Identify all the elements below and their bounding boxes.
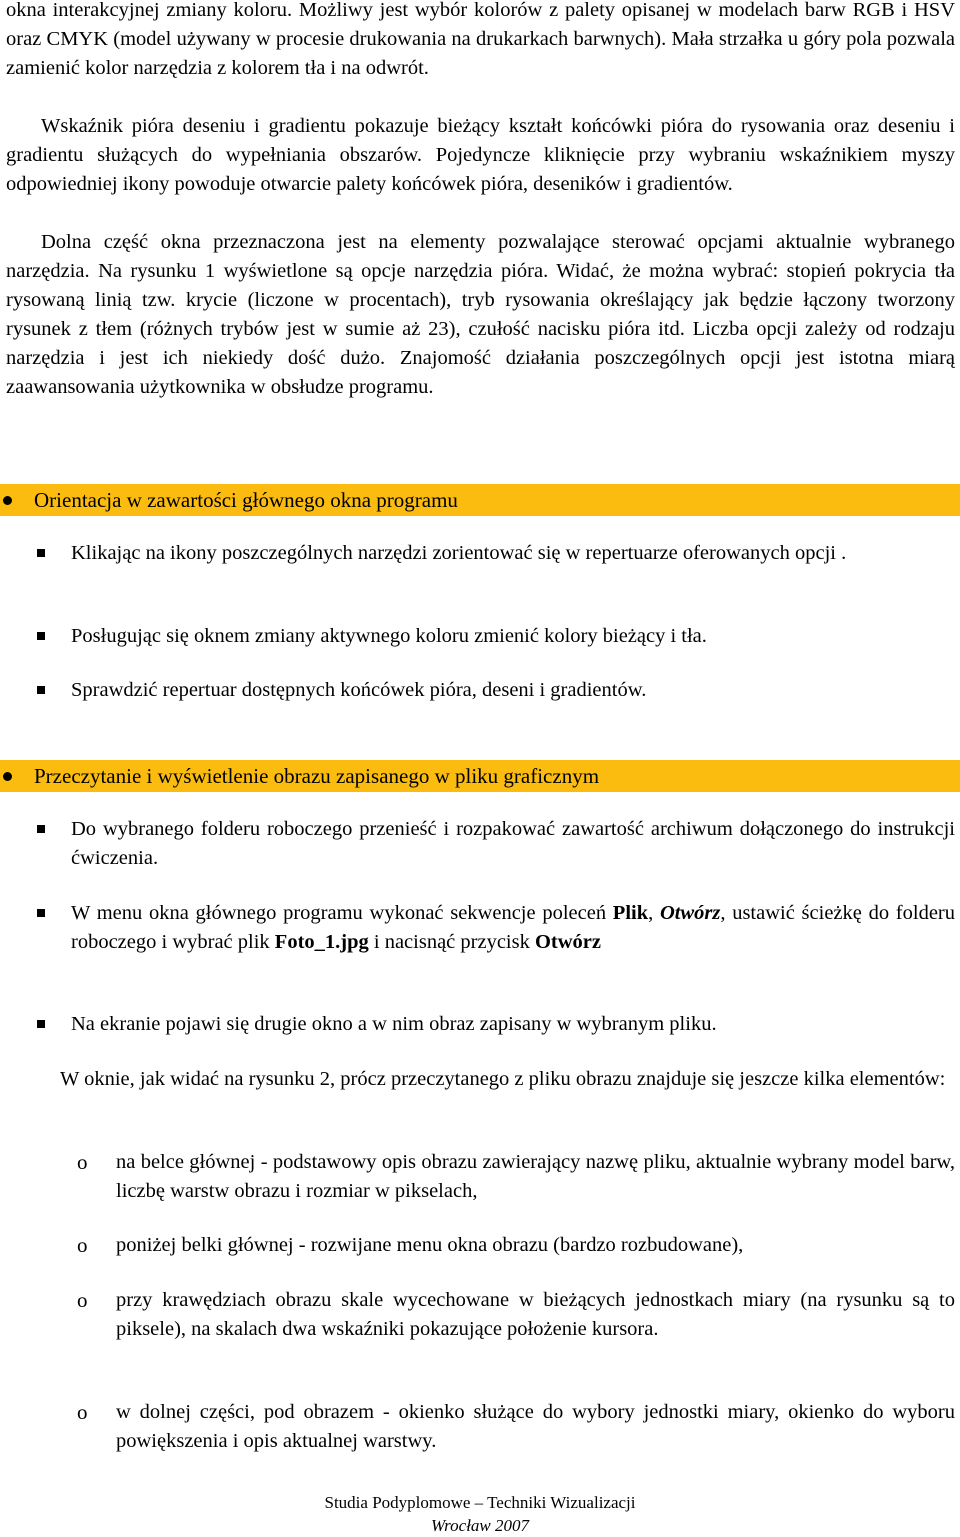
section-1-bullet-icon [3, 496, 12, 505]
square-bullet-icon [37, 632, 45, 640]
footer-line-2: Wrocław 2007 [430, 1516, 530, 1535]
item-2-text-2: , [648, 902, 660, 924]
intro-paragraph-2: Wskaźnik pióra deseniu i gradientu pokazuje bieżący kształt końcówki pióra do rysowania oraz deseniu i gradientu służących do wypełniania obszarów. Pojedyncze kliknięcie przy wybraniu wskaźnikiem myszy odpowiedniej ikony powoduje otwarcie palety końcówek pióra, deseników i gradientów. [6, 115, 955, 195]
section-2-bullet-icon [3, 772, 12, 781]
square-bullet-icon [37, 825, 45, 833]
item-2-text-3: , ustawić ścieżkę do folderu roboczego i wybrać plik [71, 902, 955, 953]
intro-paragraph-3: Dolna część okna przeznaczona jest na elementy pozwalające sterować opcjami aktualnie wybranego narzędzia. Na rysunku 1 wyświetlone są opcje narzędzia pióra. Widać, że można wybrać: stopień pokrycia tła rysowaną linią tzw. krycie (liczone w procentach), tryb rysowania określający jak będzie łączony tworzony rysunek z tłem (różnych trybów jest w sumie aż 23), czułość nacisku pióra itd. Liczba opcji zależy od rodzaju narzędzia i jest ich niekiedy dość dużo. Znajomość działania poszczególnych opcji jest istotna miarą zaawansowania użytkownika w obsłudze programu. [6, 231, 955, 398]
section-2-heading-bar [0, 760, 960, 792]
circle-bullet-icon: o [77, 1233, 88, 1257]
menu-otworz: Otwórz [659, 902, 721, 924]
item-2-text-1: W menu okna głównego programu wykonać sekwencje poleceń [71, 902, 613, 924]
section-1-item-2: Posługując się oknem zmiany aktywnego koloru zmienić kolory bieżący i tła. [71, 625, 707, 647]
sub-item-1: na belce głównej - podstawowy opis obrazu zawierający nazwę pliku, aktualnie wybrany model barw, liczbę warstw obrazu i rozmiar w pikselach, [116, 1151, 955, 1202]
section-2-item-3: Na ekranie pojawi się drugie okno a w nim obraz zapisany w wybranym pliku. [71, 1013, 717, 1035]
circle-bullet-icon: o [77, 1150, 88, 1174]
section-2-item-1: Do wybranego folderu roboczego przenieść i rozpakować zawartość archiwum dołączonego do instrukcji ćwiczenia. [71, 818, 955, 869]
menu-plik: Plik [612, 902, 649, 924]
square-bullet-icon [37, 909, 45, 917]
section-2-paragraph: W oknie, jak widać na rysunku 2, prócz przeczytanego z pliku obrazu znajduje się jeszcze kilka elementów: [60, 1068, 946, 1090]
intro-paragraph-1: okna interakcyjnej zmiany koloru. Możliwy jest wybór kolorów z palety opisanej w modelach barw RGB i HSV oraz CMYK (model używany w procesie drukowania na drukarkach barwnych). Mała strzałka u góry pola pozwala zamienić kolor narzędzia z kolorem tła i na odwrót. [6, 0, 955, 79]
square-bullet-icon [37, 1020, 45, 1028]
sub-item-2: poniżej belki głównej - rozwijane menu okna obrazu (bardzo rozbudowane), [116, 1234, 744, 1256]
square-bullet-icon [37, 549, 45, 557]
file-name: Foto_1.jpg [274, 931, 369, 953]
section-2-heading: Przeczytanie i wyświetlenie obrazu zapisanego w pliku graficznym [34, 764, 600, 788]
footer-line-1: Studia Podyplomowe – Techniki Wizualizacji [324, 1493, 636, 1512]
section-1-heading: Orientacja w zawartości głównego okna programu [34, 488, 458, 512]
circle-bullet-icon: o [77, 1400, 88, 1424]
section-1-item-3: Sprawdzić repertuar dostępnych końcówek pióra, deseni i gradientów. [71, 679, 647, 701]
section-1-heading-bar [0, 484, 960, 516]
section-1-item-1: Klikając na ikony poszczególnych narzędzi zorientować się w repertuarze oferowanych opcji . [71, 542, 847, 564]
sub-item-3: przy krawędziach obrazu skale wycechowane w bieżących jednostkach miary (na rysunku są to piksele), na skalach dwa wskaźniki pokazujące położenie kursora. [116, 1289, 955, 1340]
sub-item-4: w dolnej części, pod obrazem - okienko służące do wybory jednostki miary, okienko do wyboru powiększenia i opis aktualnej warstwy. [116, 1401, 955, 1452]
circle-bullet-icon: o [77, 1288, 88, 1312]
section-2-item-2 [71, 899, 955, 957]
button-name-otworz: Otwórz [534, 931, 601, 953]
item-2-text-4: i nacisnąć przycisk [368, 931, 535, 953]
square-bullet-icon [37, 686, 45, 694]
